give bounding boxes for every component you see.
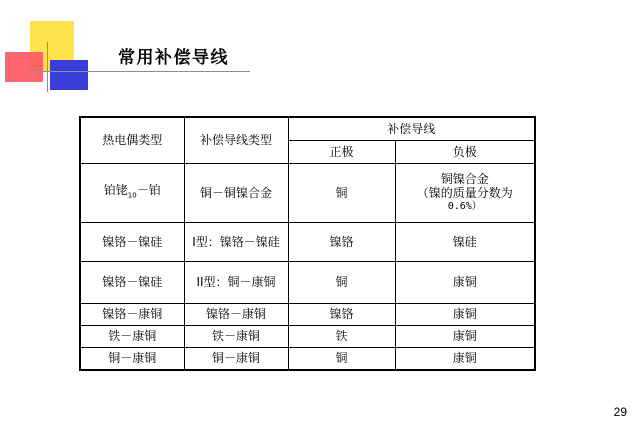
cell-wire-type: I型：镍铬－镍硅 (184, 222, 288, 261)
table-row (80, 222, 535, 261)
cell-wire-type: 镍铬－康铜 (184, 303, 288, 325)
cell-negative-line1: 铜镍合金 (440, 171, 489, 186)
decor-horizontal-line (28, 71, 250, 72)
header-thermocouple-type: 热电偶类型 (80, 117, 184, 163)
page-number: 29 (613, 405, 627, 419)
cell-positive: 镍铬 (288, 303, 395, 325)
cell-negative: 康铜 (395, 303, 535, 325)
cell-negative: 康铜 (395, 261, 535, 303)
cell-thermocouple: 铁－康铜 (80, 325, 184, 347)
decor-vertical-line (47, 42, 48, 92)
cell-positive: 镍铬 (288, 222, 395, 261)
cell-thermocouple-main: 铂铑 (103, 182, 128, 197)
cell-negative (395, 163, 535, 222)
cell-positive: 铜 (288, 347, 395, 370)
cell-thermocouple (80, 163, 184, 222)
cell-thermocouple: 镍铬－镍硅 (80, 261, 184, 303)
cell-positive: 铜 (288, 163, 395, 222)
header-wire-type: 补偿导线类型 (184, 117, 288, 163)
cell-positive: 铁 (288, 325, 395, 347)
header-negative: 负极 (395, 140, 535, 163)
decor-blue-square (50, 60, 88, 90)
compensating-wire-table (79, 116, 536, 371)
table-row (80, 303, 535, 325)
cell-negative: 康铜 (395, 347, 535, 370)
table-header-row (80, 117, 535, 140)
slide-title: 常用补偿导线 (118, 48, 229, 68)
table-row (80, 163, 535, 222)
cell-wire-type: 铁－康铜 (184, 325, 288, 347)
cell-wire-type: 铜－康铜 (184, 347, 288, 370)
cell-positive: 铜 (288, 261, 395, 303)
table-row (80, 325, 535, 347)
cell-wire-type: II型：铜－康铜 (184, 261, 288, 303)
cell-negative: 镍硅 (395, 222, 535, 261)
decor-red-square (5, 52, 43, 82)
cell-negative-line2: （镍的质量分数为 (416, 185, 513, 200)
cell-negative: 康铜 (395, 325, 535, 347)
cell-wire-type: 铜－铜镍合金 (184, 163, 288, 222)
cell-thermocouple: 铜－康铜 (80, 347, 184, 370)
header-positive: 正极 (288, 140, 395, 163)
cell-thermocouple: 镍铬－镍硅 (80, 222, 184, 261)
header-compensating-wire: 补偿导线 (288, 117, 535, 140)
table-row (80, 347, 535, 370)
cell-negative-line3: 0.6%） (447, 200, 482, 212)
cell-thermocouple: 镍铬－康铜 (80, 303, 184, 325)
cell-thermocouple-rest: －铂 (136, 182, 161, 197)
table-row (80, 261, 535, 303)
cell-thermocouple-subscript: 10 (127, 191, 137, 200)
